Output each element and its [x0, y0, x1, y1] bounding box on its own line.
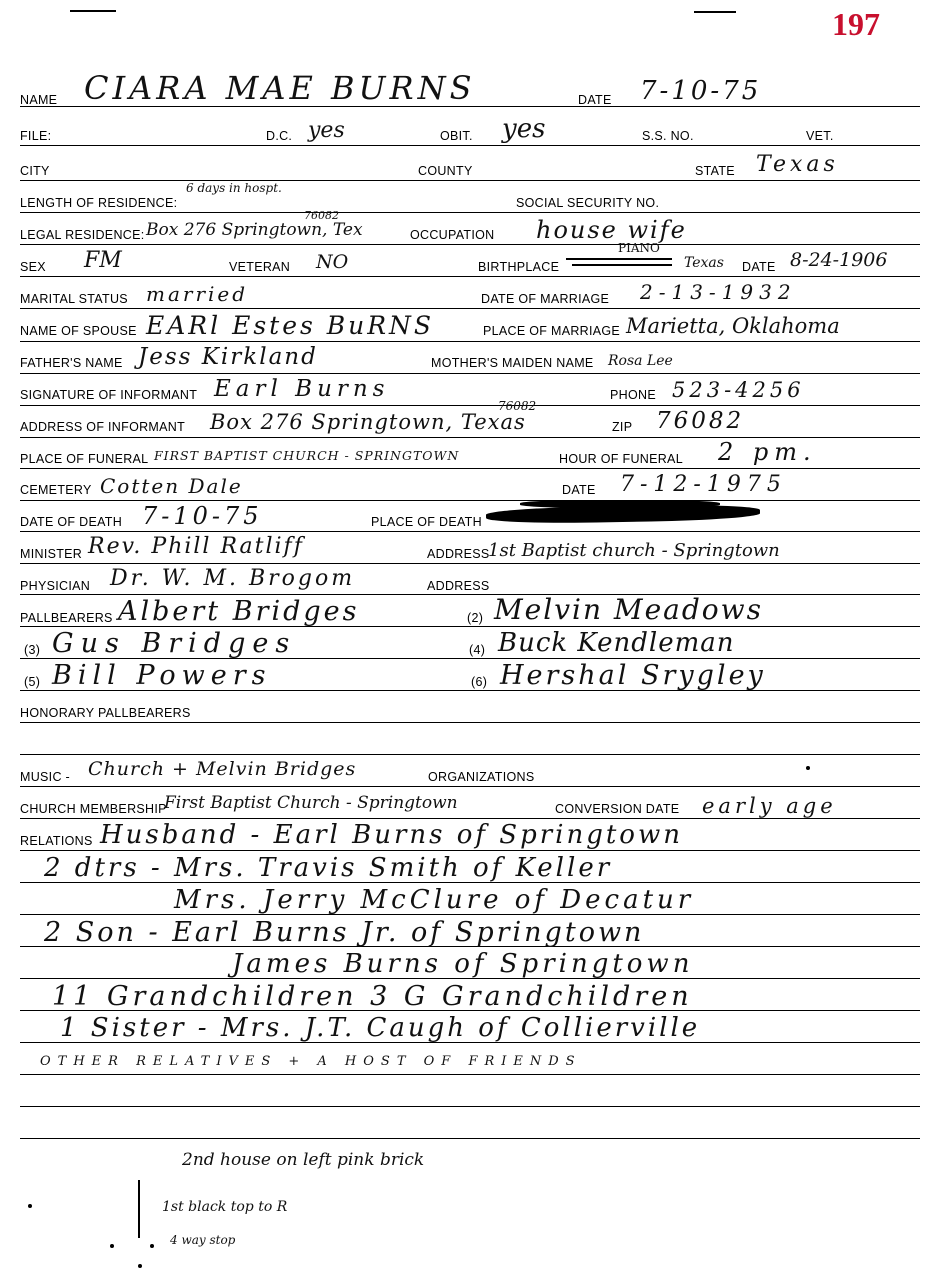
label-date-of-death: DATE OF DEATH	[20, 515, 123, 529]
value-date: 7-10-75	[640, 76, 762, 106]
value-pallbearer-1: Albert Bridges	[118, 596, 360, 627]
label-legal-residence: LEGAL RESIDENCE:	[20, 228, 145, 242]
value-pallbearer-2: Melvin Meadows	[494, 593, 763, 626]
value-fathers-name: Jess Kirkland	[138, 344, 318, 370]
value-place-of-marriage: Marietta, Oklahoma	[626, 314, 840, 338]
value-occupation: house wife	[536, 216, 687, 244]
label-birth-date: DATE	[742, 260, 776, 274]
label-pallbearer-3: (3)	[24, 643, 41, 657]
label-music: MUSIC -	[20, 770, 71, 784]
relation-line: Mrs. Jerry McClure of Decatur	[174, 885, 695, 915]
rule-line	[20, 754, 920, 755]
label-date: DATE	[578, 93, 612, 107]
relation-line: 2 Son - Earl Burns Jr. of Springtown	[44, 917, 645, 948]
rule-line	[20, 341, 920, 342]
label-physician: PHYSICIAN	[20, 579, 91, 593]
label-veteran: VETERAN	[229, 260, 291, 274]
value-address-of-informant: Box 276 Springtown, Texas	[210, 410, 526, 434]
value-music: Church + Melvin Bridges	[88, 758, 357, 780]
value-pallbearer-4: Buck Kendleman	[498, 628, 735, 658]
rule-line	[20, 212, 920, 213]
rule-line	[20, 563, 920, 564]
value-pallbearer-5: Bill Powers	[52, 660, 272, 691]
label-file: FILE:	[20, 129, 52, 143]
label-name: NAME	[20, 93, 58, 107]
label-county: COUNTY	[418, 164, 473, 178]
value-length-of-residence: 6 days in hospt.	[186, 181, 282, 195]
label-honorary-pallbearers: HONORARY PALLBEARERS	[20, 706, 191, 720]
label-date-of-marriage: DATE OF MARRIAGE	[481, 292, 610, 306]
label-vet: VET.	[806, 129, 834, 143]
value-veteran: NO	[316, 251, 349, 273]
rule-line	[20, 818, 920, 819]
value-name-of-spouse: EARl Estes BuRNS	[146, 311, 435, 340]
value-birthplace: Texas	[684, 255, 724, 271]
label-pallbearer-5: (5)	[24, 675, 41, 689]
value-cemetery: Cotten Dale	[100, 474, 243, 498]
relation-line: 11 Grandchildren 3 G Grandchildren	[52, 981, 693, 1012]
rule-line	[20, 244, 920, 245]
label-fathers-name: FATHER'S NAME	[20, 356, 123, 370]
value-address-zip-note: 76082	[498, 399, 537, 413]
pen-dot	[150, 1244, 154, 1248]
pen-dot	[110, 1244, 114, 1248]
relation-line: 2 dtrs - Mrs. Travis Smith of Keller	[44, 853, 613, 883]
value-pallbearer-6: Hershal Srygley	[500, 660, 766, 691]
value-mothers-maiden-name: Rosa Lee	[608, 353, 673, 369]
rule-line	[20, 850, 920, 851]
label-pallbearer-2: (2)	[467, 611, 484, 625]
value-state: Texas	[756, 152, 839, 177]
label-minister: MINISTER	[20, 547, 83, 561]
pen-dot	[138, 1264, 142, 1268]
label-church-membership: CHURCH MEMBERSHIP	[20, 802, 167, 816]
rule-line	[20, 308, 920, 309]
value-minister-address: 1st Baptist church - Springtown	[488, 540, 780, 561]
pen-stroke	[138, 1180, 140, 1238]
value-conversion-date: early age	[702, 794, 837, 818]
label-place-of-funeral: PLACE OF FUNERAL	[20, 452, 149, 466]
rule-line	[20, 1138, 920, 1139]
label-obit: OBIT.	[440, 129, 473, 143]
value-church-membership: First Baptist Church - Springtown	[164, 793, 458, 813]
rule-line	[20, 180, 920, 181]
label-zip: ZIP	[612, 420, 633, 434]
value-physician: Dr. W. M. Brogom	[110, 566, 356, 591]
label-physician-address: ADDRESS	[427, 579, 490, 593]
label-address-of-informant: ADDRESS OF INFORMANT	[20, 420, 186, 434]
value-dc: yes	[308, 118, 345, 143]
label-pallbearers: PALLBEARERS	[20, 611, 113, 625]
rule-line	[20, 468, 920, 469]
header-dash-left	[70, 10, 116, 12]
label-mothers-maiden-name: MOTHER'S MAIDEN NAME	[431, 356, 594, 370]
label-pallbearer-6: (6)	[471, 675, 488, 689]
label-length-of-residence: LENGTH OF RESIDENCE:	[20, 196, 178, 210]
value-legal-residence-zip: 76082	[304, 209, 339, 222]
birthplace-strikeout	[572, 264, 672, 266]
label-dc: D.C.	[266, 129, 293, 143]
value-marital-status: married	[146, 282, 249, 306]
label-sex: SEX	[20, 260, 46, 274]
value-birth-date: 8-24-1906	[790, 249, 888, 271]
label-cemetery: CEMETERY	[20, 483, 92, 497]
label-place-of-marriage: PLACE OF MARRIAGE	[483, 324, 621, 338]
label-phone: PHONE	[610, 388, 656, 402]
label-social-security-no: SOCIAL SECURITY NO.	[516, 196, 660, 210]
directions-note: 4 way stop	[170, 1233, 236, 1247]
label-city: CITY	[20, 164, 50, 178]
rule-line	[20, 594, 920, 595]
rule-line	[20, 145, 920, 146]
label-signature-of-informant: SIGNATURE OF INFORMANT	[20, 388, 198, 402]
value-phone: 523-4256	[672, 378, 805, 402]
value-hour-of-funeral: 2 pm.	[718, 438, 817, 466]
label-conversion-date: CONVERSION DATE	[555, 802, 680, 816]
relation-line: James Burns of Springtown	[232, 949, 694, 979]
relation-line: Husband - Earl Burns of Springtown	[100, 820, 683, 850]
value-legal-residence: Box 276 Springtown, Tex	[146, 220, 363, 240]
label-name-of-spouse: NAME OF SPOUSE	[20, 324, 137, 338]
rule-line	[20, 500, 920, 501]
value-birthplace-note: PIANO	[618, 241, 660, 255]
rule-line	[20, 405, 920, 406]
relation-line: OTHER RELATIVES + A HOST OF FRIENDS	[40, 1054, 582, 1069]
rule-line	[20, 786, 920, 787]
label-occupation: OCCUPATION	[410, 228, 495, 242]
relation-line: 1 Sister - Mrs. J.T. Caugh of Collierville	[60, 1013, 701, 1043]
value-minister: Rev. Phill Ratliff	[88, 534, 304, 559]
value-place-of-funeral: FIRST BAPTIST CHURCH - SPRINGTOWN	[154, 448, 460, 463]
header-dash-right	[694, 11, 736, 13]
label-place-of-death: PLACE OF DEATH	[371, 515, 482, 529]
value-name: CIARA MAE BURNS	[84, 69, 476, 107]
label-relations: RELATIONS	[20, 834, 93, 848]
label-cemetery-date: DATE	[562, 483, 596, 497]
value-cemetery-date: 7-12-1975	[620, 472, 787, 497]
value-pallbearer-3: Gus Bridges	[52, 628, 297, 659]
rule-line	[20, 531, 920, 532]
label-organizations: ORGANIZATIONS	[428, 770, 535, 784]
value-sex: FM	[84, 248, 122, 273]
pen-dot	[806, 766, 810, 770]
value-date-of-death: 7-10-75	[142, 502, 263, 530]
label-hour-of-funeral: HOUR OF FUNERAL	[559, 452, 683, 466]
rule-line	[20, 1074, 920, 1075]
redaction-scribble	[520, 500, 720, 508]
rule-line	[20, 1106, 920, 1107]
directions-note: 1st black top to R	[162, 1199, 288, 1215]
rule-line	[20, 276, 920, 277]
value-zip: 76082	[656, 408, 745, 434]
label-pallbearer-4: (4)	[469, 643, 486, 657]
label-ssno: S.S. NO.	[642, 129, 694, 143]
label-minister-address: ADDRESS	[427, 547, 490, 561]
label-birthplace: BIRTHPLACE	[478, 260, 560, 274]
value-date-of-marriage: 2-13-1932	[640, 280, 797, 304]
rule-line	[20, 722, 920, 723]
value-obit: yes	[502, 114, 546, 144]
page-number: 197	[832, 6, 880, 42]
label-state: STATE	[695, 164, 735, 178]
pen-dot	[28, 1204, 32, 1208]
label-marital-status: MARITAL STATUS	[20, 292, 128, 306]
rule-line	[20, 373, 920, 374]
birthplace-strikeout	[566, 258, 672, 260]
directions-note: 2nd house on left pink brick	[182, 1150, 425, 1170]
value-signature-of-informant: Earl Burns	[214, 376, 390, 402]
